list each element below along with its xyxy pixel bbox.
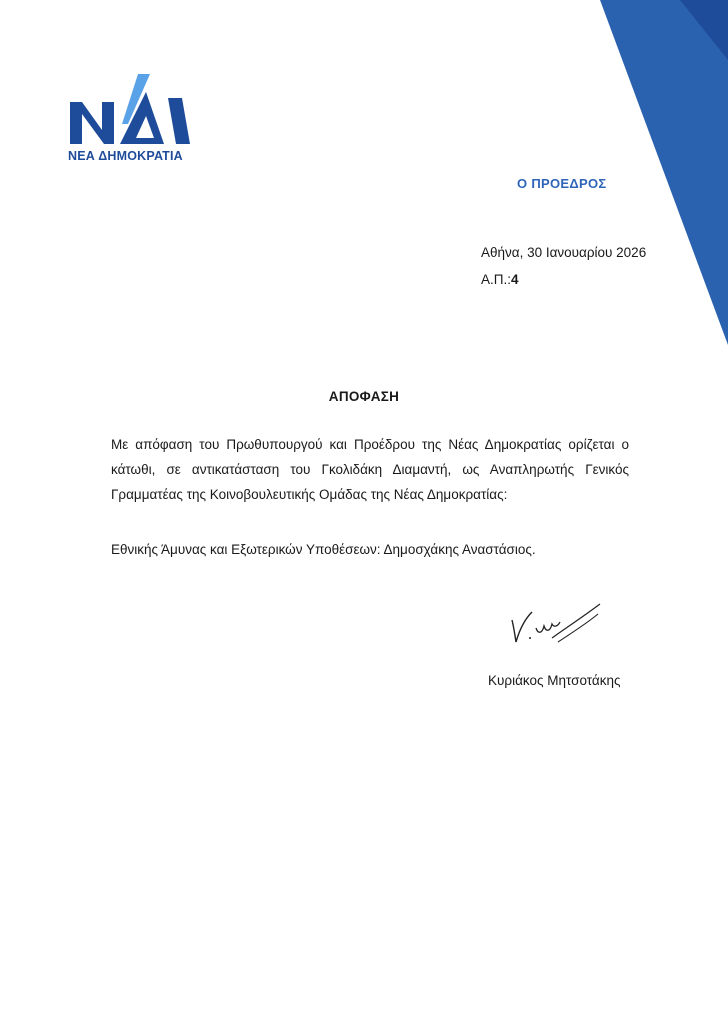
party-name: ΝΕΑ ΔΗΜΟΚΡΑΤΙΑ — [68, 149, 183, 163]
document-date: Αθήνα, 30 Ιανουαρίου 2026 — [481, 245, 647, 260]
document-title: ΑΠΟΦΑΣΗ — [328, 389, 400, 404]
decision-paragraph: Με απόφαση του Πρωθυπουργού και Προέδρου της Νέας Δημοκρατίας ορίζεται ο κάτωθι, σε αντικατάσταση του Γκολιδάκη Διαμαντή, ως Αναπληρωτής Γενικός Γραμματέας της Κοινοβουλευτικής Ομάδας της Νέας Δημοκρατίας: — [111, 437, 629, 502]
office-title: Ο ΠΡΟΕΔΡΟΣ — [517, 176, 607, 191]
signer-name: Κυριάκος Μητσοτάκης — [488, 673, 621, 688]
assignment-line: Εθνικής Άμυνας και Εξωτερικών Υποθέσεων: Δημοσχάκης Αναστάσιος. — [111, 542, 536, 557]
protocol-value: 4 — [511, 272, 519, 287]
protocol-label: Α.Π.: — [481, 272, 512, 287]
protocol-number — [481, 272, 519, 287]
handwritten-signature — [506, 598, 606, 648]
